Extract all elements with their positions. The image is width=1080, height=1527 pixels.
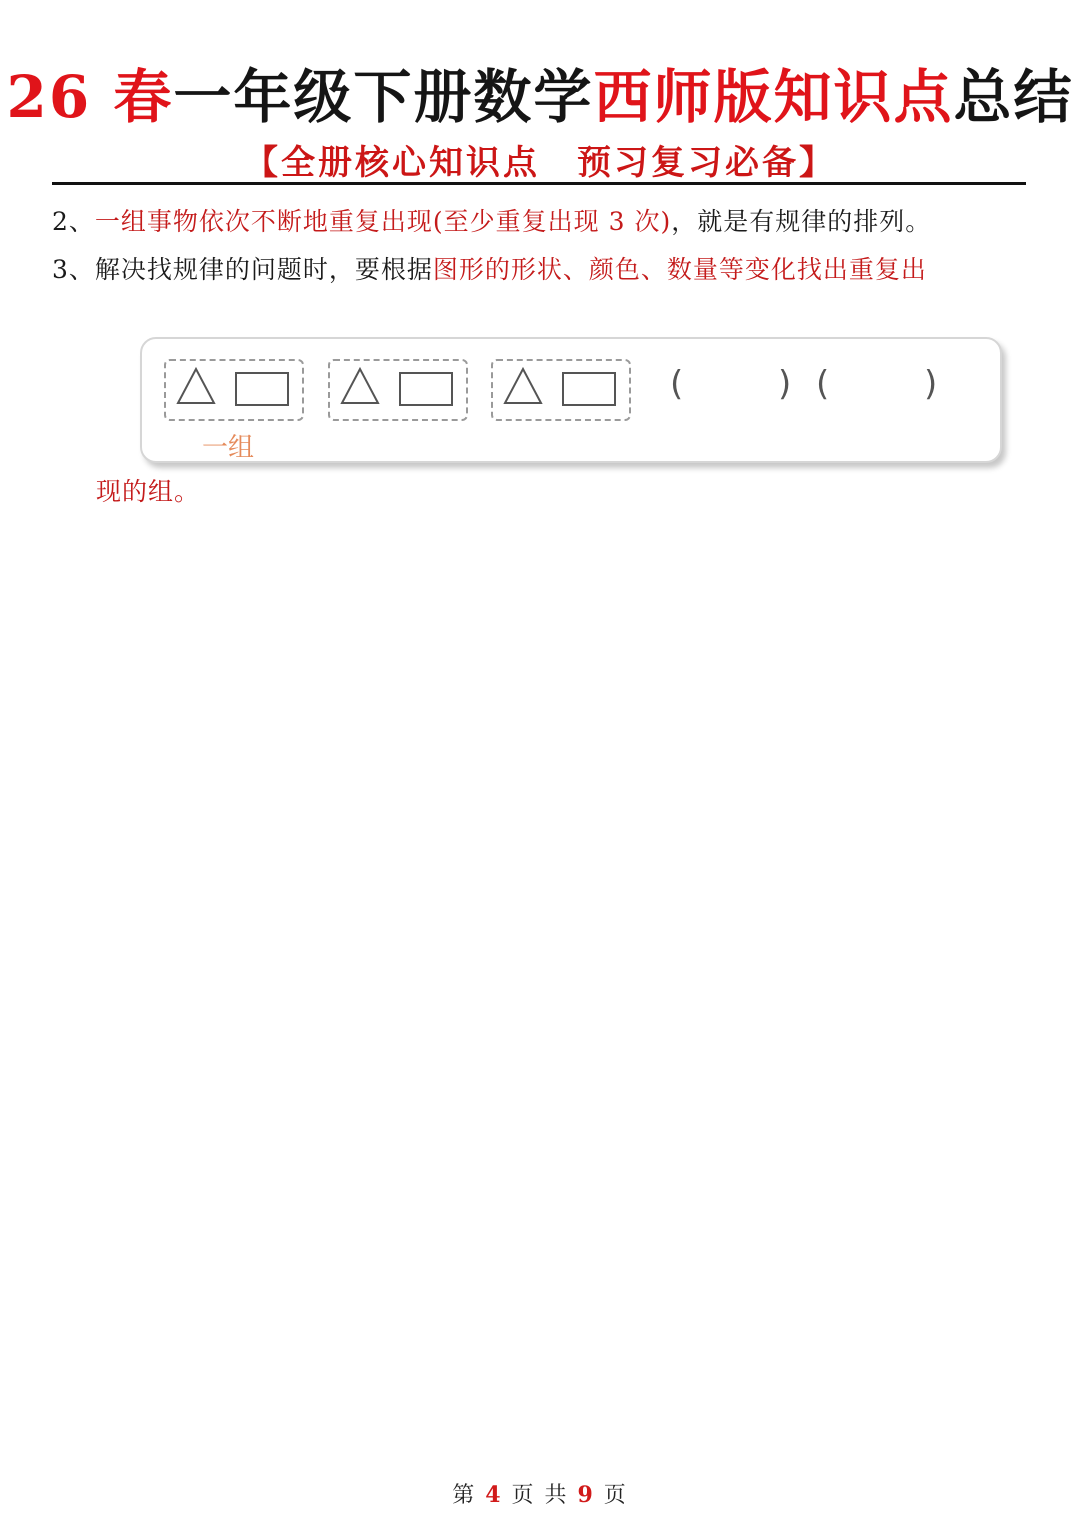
blank-1-open: (: [670, 364, 684, 404]
rectangle-shape: [236, 373, 288, 405]
title-divider: [52, 182, 1026, 185]
title-grade: 一年级下册数学: [173, 63, 594, 131]
footer-text-2: 页 共: [502, 1483, 578, 1508]
title-year: 26 春: [6, 63, 174, 131]
group-label: 一组: [202, 433, 255, 463]
pattern-group-1: [164, 359, 304, 421]
pattern-group-2: [328, 359, 468, 421]
point-2-number: 2、: [52, 207, 95, 236]
pattern-illustration: [140, 337, 1002, 463]
title-summary: 总结: [953, 63, 1074, 131]
blank-2-close: ): [924, 364, 938, 404]
point-3-highlight: 图形的形状、颜色、数量等变化找出重复出: [432, 255, 927, 284]
page-footer: [0, 1478, 1080, 1509]
page-title: [0, 52, 1080, 132]
point-2-rest: ，就是有规律的排列。: [671, 207, 932, 236]
triangle-shape: [505, 369, 541, 403]
triangle-shape: [342, 369, 378, 403]
knowledge-point-2: [52, 202, 931, 238]
page-number: 4: [485, 1482, 503, 1508]
knowledge-point-3-continued: [96, 472, 200, 508]
subtitle: 【全册核心知识点 预习复习必备】: [244, 142, 836, 183]
footer-text-3: 页: [594, 1483, 628, 1508]
knowledge-point-3: [52, 250, 927, 286]
rectangle-shape: [400, 373, 452, 405]
pattern-group-3: [491, 359, 631, 421]
point-3-text: 3、解决找规律的问题时，要根据: [52, 255, 433, 284]
blank-1-close: ): [778, 364, 792, 404]
total-pages: 9: [577, 1482, 595, 1508]
point-3-highlight-end: 现的组。: [96, 477, 201, 506]
blank-2-open: (: [816, 364, 830, 404]
point-2-highlight: 一组事物依次不断地重复出现(至少重复出现 3 次): [94, 207, 672, 236]
footer-text-1: 第: [452, 1483, 486, 1508]
rectangle-shape: [563, 373, 615, 405]
title-edition: 西师版知识点: [593, 63, 954, 131]
triangle-shape: [178, 369, 214, 403]
